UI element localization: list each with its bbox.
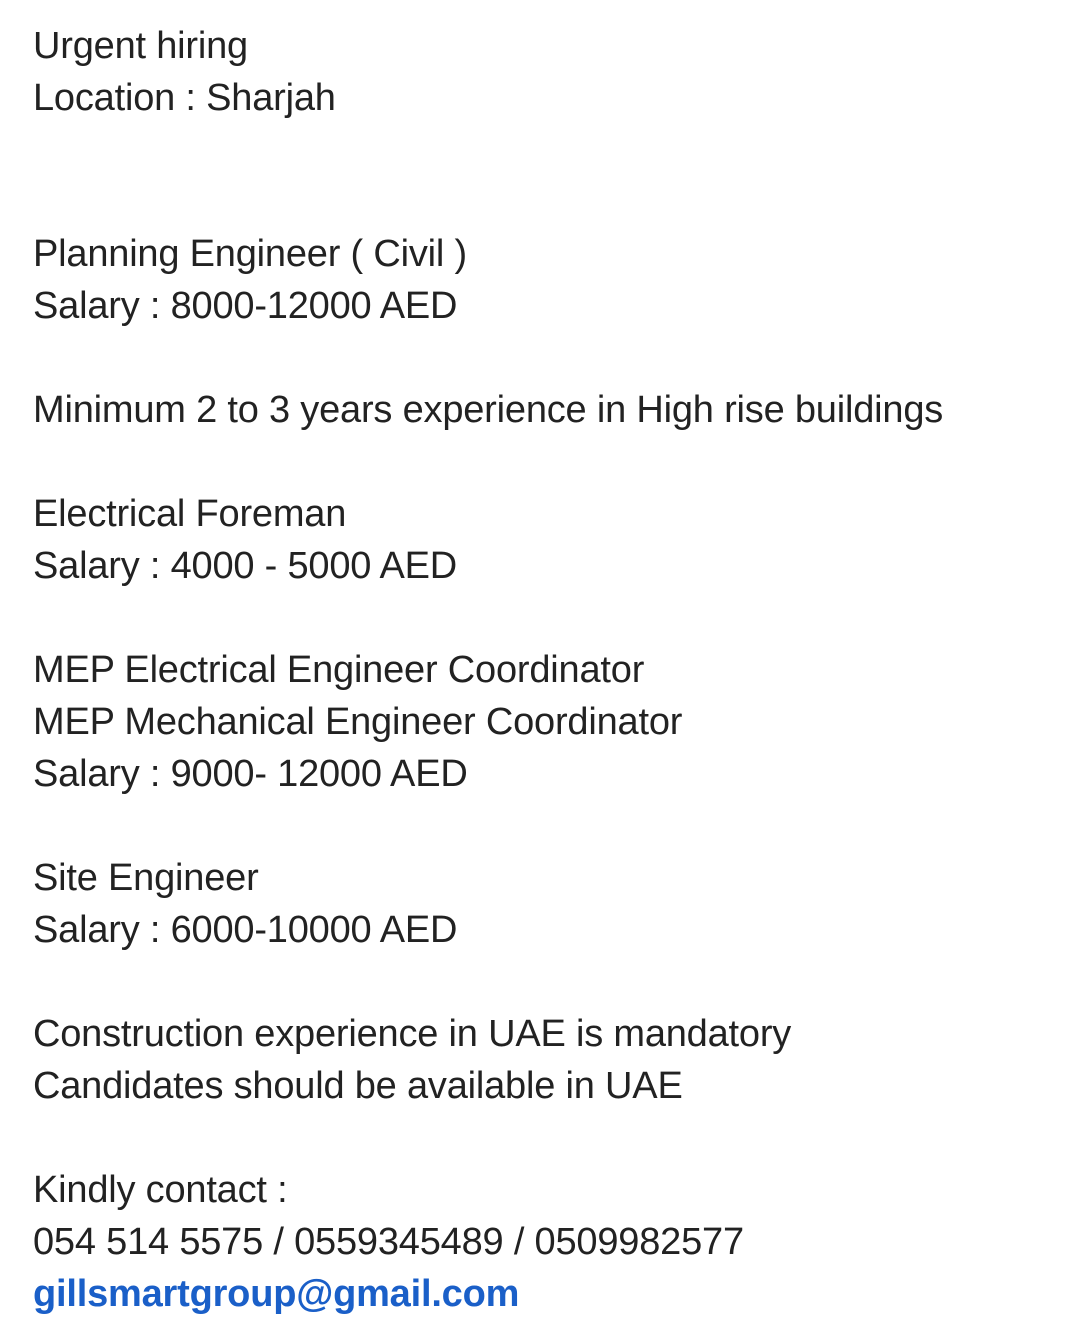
spacer bbox=[33, 332, 1063, 384]
requirement-uae-availability: Candidates should be available in UAE bbox=[33, 1065, 683, 1107]
contact-email-link[interactable]: gillsmartgroup@gmail.com bbox=[33, 1273, 520, 1315]
spacer bbox=[33, 800, 1063, 852]
salary-site-engineer: Salary : 6000-10000 AED bbox=[33, 909, 458, 951]
requirement-uae-experience: Construction experience in UAE is mandatory bbox=[33, 1013, 792, 1055]
spacer bbox=[33, 592, 1063, 644]
spacer bbox=[33, 1112, 1063, 1164]
contact-label: Kindly contact : bbox=[33, 1169, 288, 1211]
post-title: Urgent hiring bbox=[33, 25, 248, 67]
spacer bbox=[33, 124, 1063, 228]
salary-mep: Salary : 9000- 12000 AED bbox=[33, 753, 468, 795]
spacer bbox=[33, 436, 1063, 488]
salary-electrical-foreman: Salary : 4000 - 5000 AED bbox=[33, 545, 458, 587]
spacer bbox=[33, 956, 1063, 1008]
job-title-mep-electrical: MEP Electrical Engineer Coordinator bbox=[33, 649, 645, 691]
job-title-electrical-foreman: Electrical Foreman bbox=[33, 493, 347, 535]
requirement-planning-engineer: Minimum 2 to 3 years experience in High rise buildings bbox=[33, 389, 944, 431]
job-title-site-engineer: Site Engineer bbox=[33, 857, 259, 899]
salary-planning-engineer: Salary : 8000-12000 AED bbox=[33, 285, 458, 327]
contact-phones[interactable]: 054 514 5575 / 0559345489 / 0509982577 bbox=[33, 1221, 744, 1263]
job-title-planning-engineer: Planning Engineer ( Civil ) bbox=[33, 233, 467, 275]
job-title-mep-mechanical: MEP Mechanical Engineer Coordinator bbox=[33, 701, 683, 743]
location-line: Location : Sharjah bbox=[33, 77, 336, 119]
job-post bbox=[33, 20, 1063, 1320]
